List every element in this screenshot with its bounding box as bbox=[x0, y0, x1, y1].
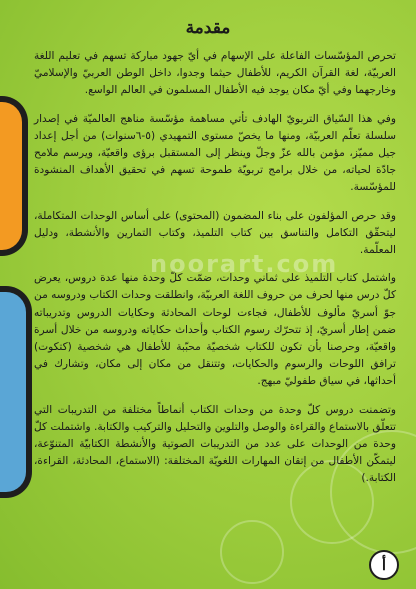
paragraph-3: وقد حرص المؤلفون على بناء المضمون (المحتوى) على أساس الوحدات المتكاملة، ليتحقّق التكامل والتناسق بين كتاب التلميذ، وكتاب التمارين والأنشطة، ودليل المعلّمة. bbox=[34, 209, 396, 257]
orange-side-tab bbox=[0, 96, 28, 256]
page-title: مقدمة bbox=[185, 18, 231, 38]
page-number-badge: أ bbox=[369, 550, 399, 580]
paragraph-4: واشتمل كتاب التلميذ على ثماني وحدات، ضمّت كلّ وحدة منها عدة دروس، يعرض كلّ درس منها لحرف من حروف اللغة العربيّة، وانطلقت وحدات الكتاب ودروسه من جوّ أسريّ مألوف للأطفال، فجاءت لوحات المحادثة وحكايات الدروس وتدريباته ضمن إطار أسريّ، إذ تتحرّك رسوم الكتاب وأحداث حكاياته ودروسه من خلال أسرة واقعيّة، وحرصنا بأن تكون للكتاب شخصيّة محبّبة للأطفال هي شخصية (كتكوت) ترافق اللوحات والرسوم والحكايات، وتتنقل من مكان إلى مكان، وتشارك في أحداثها، في سياق طفوليّ مبهج. bbox=[34, 272, 396, 388]
paragraph-1: تحرص المؤسّسات الفاعلة على الإسهام في أيّ جهود مباركة تسهم في تعليم اللغة العربيّة، لغة القرآن الكريم، للأطفال حيثما وجدوا، داخل الوطن العربيّ والإسلاميّ وخارجهما وفي أيّ مكان يوجد فيه الأطفال المسلمون في العالم الواسع. bbox=[34, 50, 396, 97]
blue-side-tab bbox=[0, 286, 32, 498]
paragraph-2: وفي هذا السّياق التربويّ الهادف تأتي مساهمة مؤسّسة مناهج العالميّة في إصدار سلسلة تعلّم العربيّة، ومنها ما يخصّ مستوى التمهيدي (٥-٦سنوات) من أجل إعداد جيل مميّز، مؤمن بالله عزّ وجلّ وينظر إلى المستقبل برؤى واقعيّة، ويرسم ملامح جادّة لحياته، من خلال برامج تربويّة طموحة تسهم في تحقيق الأهداف المنشودة للمؤسّسة. bbox=[34, 112, 396, 194]
paragraph-5: وتضمنت دروس كلّ وحدة من وحدات الكتاب أنماطاً مختلفة من التدريبات التي تتعلّق بالاستماع والقراءة والوصل والتلوين والتحليل والتركيب والكتابة. واشتملت كلّ وحدة من الوحدات على عدد من التدريبات الصوتية والأنشطة الكتابيّة المتنوّعة، ليتمكّن الأطفال من إتقان المهارات اللغويّة المختلفة: (الاستماع، المحادثة، القراءة، الكتابة.) bbox=[34, 403, 396, 485]
decorative-circle bbox=[220, 520, 284, 584]
watermark: noorart.com bbox=[150, 250, 339, 278]
